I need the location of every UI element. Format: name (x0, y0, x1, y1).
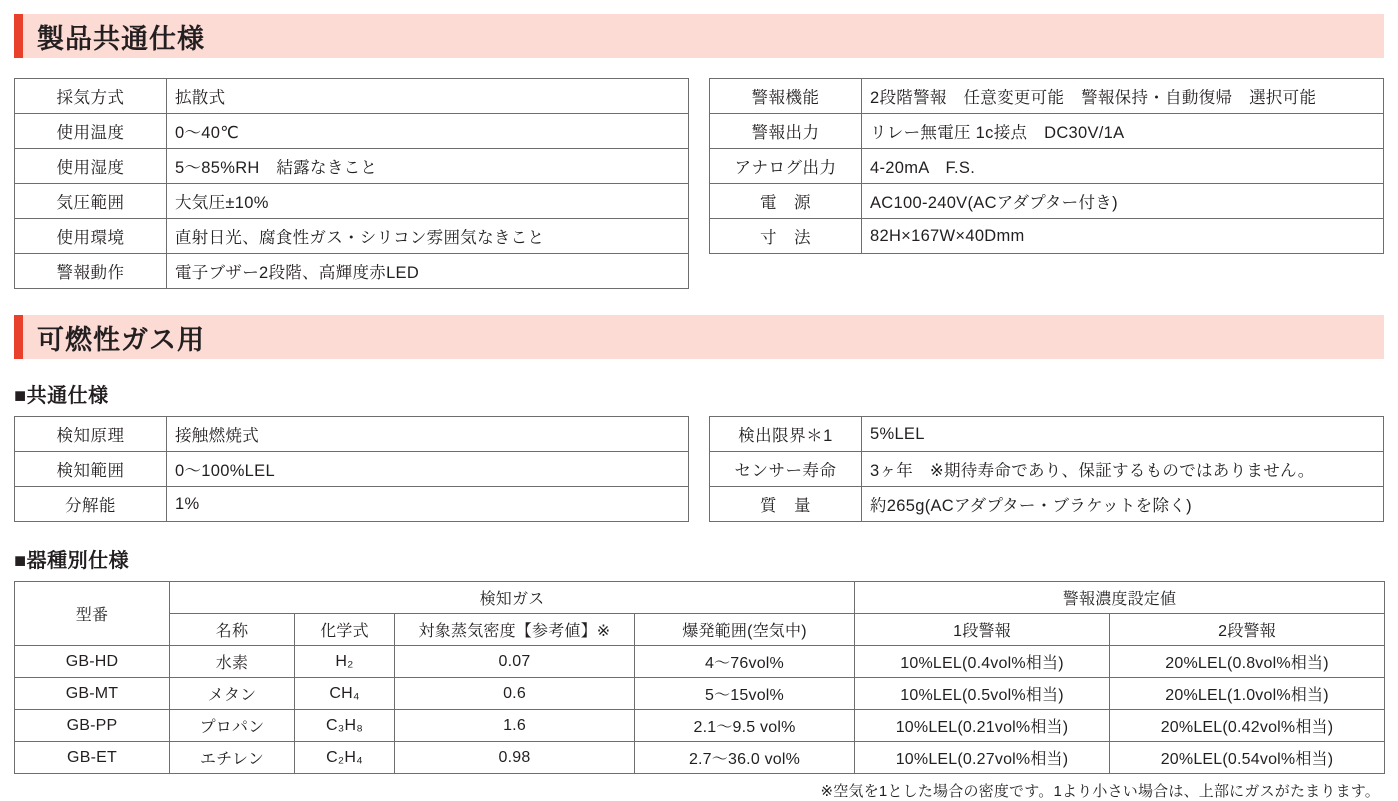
footnote-density: ※空気を1とした場合の密度です。1より小さい場合は、上部にガスがたまります。 (820, 783, 1380, 800)
header-alarm-group: 警報濃度設定値 (855, 582, 1385, 614)
header-density: 対象蒸気密度【参考値】※ (395, 614, 635, 646)
cell-model: GB-PP (15, 710, 170, 742)
row-value: 2段階警報 任意変更可能 警報保持・自動復帰 選択可能 (862, 79, 1384, 114)
cell-model: GB-MT (15, 678, 170, 710)
header-formula: 化学式 (295, 614, 395, 646)
row-value: 4-20mA F.S. (862, 149, 1384, 184)
table-row (710, 487, 1384, 522)
common-spec-table-left (14, 78, 689, 289)
cell-range: 4〜76vol% (635, 646, 855, 678)
row-label: 採気方式 (15, 79, 167, 114)
row-value: リレー無電圧 1c接点 DC30V/1A (862, 114, 1384, 149)
row-value: 3ヶ年 ※期待寿命であり、保証するものではありません。 (862, 452, 1384, 487)
row-label: 使用環境 (15, 219, 167, 254)
table-row (15, 184, 689, 219)
row-label: 警報動作 (15, 254, 167, 289)
common-spec-left-col (14, 78, 689, 289)
table-row (710, 149, 1384, 184)
cell-alarm2: 20%LEL(0.8vol%相当) (1110, 646, 1385, 678)
cell-alarm2: 20%LEL(1.0vol%相当) (1110, 678, 1385, 710)
row-value: 約265g(ACアダプター・ブラケットを除く) (862, 487, 1384, 522)
table-row (710, 452, 1384, 487)
table-row (15, 149, 689, 184)
row-label: 分解能 (15, 487, 167, 522)
table-row (15, 254, 689, 289)
table-row (15, 452, 689, 487)
row-value: 電子ブザー2段階、高輝度赤LED (167, 254, 689, 289)
table-header-group-row (15, 582, 1385, 614)
table-header-sub-row (15, 614, 1385, 646)
cell-alarm1: 10%LEL(0.5vol%相当) (855, 678, 1110, 710)
cell-model: GB-HD (15, 646, 170, 678)
cell-formula: C₃H₈ (295, 710, 395, 742)
row-value: 接触燃焼式 (167, 417, 689, 452)
accent-bar (14, 14, 23, 58)
flammable-spec-table-right (709, 416, 1384, 522)
flammable-spec-right-col (709, 416, 1384, 522)
table-row (710, 417, 1384, 452)
section-header-flammable (14, 315, 1384, 359)
table-row (710, 184, 1384, 219)
header-gas-group: 検知ガス (170, 582, 855, 614)
cell-alarm2: 20%LEL(0.54vol%相当) (1110, 742, 1385, 774)
row-label: 使用湿度 (15, 149, 167, 184)
row-label: 検知原理 (15, 417, 167, 452)
row-label: 検知範囲 (15, 452, 167, 487)
cell-range: 5〜15vol% (635, 678, 855, 710)
row-value: 1% (167, 487, 689, 522)
cell-formula: CH₄ (295, 678, 395, 710)
row-label: 質 量 (710, 487, 862, 522)
table-row (15, 710, 1385, 742)
row-value: 82H×167W×40Dmm (862, 219, 1384, 254)
cell-formula: H₂ (295, 646, 395, 678)
flammable-spec-row (14, 416, 1384, 522)
row-value: 0〜100%LEL (167, 452, 689, 487)
section-title-common: 製品共通仕様 (37, 23, 205, 54)
model-spec-table (14, 581, 1385, 774)
row-value: AC100-240V(ACアダプター付き) (862, 184, 1384, 219)
row-label: アナログ出力 (710, 149, 862, 184)
subheading-common-spec: ■共通仕様 (14, 385, 109, 407)
row-value: 大気圧±10% (167, 184, 689, 219)
table-row (15, 114, 689, 149)
header-name: 名称 (170, 614, 295, 646)
flammable-spec-table-left (14, 416, 689, 522)
common-spec-row (14, 78, 1384, 289)
cell-density: 0.6 (395, 678, 635, 710)
common-spec-right-col (709, 78, 1384, 289)
cell-name: 水素 (170, 646, 295, 678)
row-value: 拡散式 (167, 79, 689, 114)
cell-alarm2: 20%LEL(0.42vol%相当) (1110, 710, 1385, 742)
row-value: 5〜85%RH 結露なきこと (167, 149, 689, 184)
row-label: 使用温度 (15, 114, 167, 149)
row-label: 警報機能 (710, 79, 862, 114)
section-header-common (14, 14, 1384, 58)
cell-model: GB-ET (15, 742, 170, 774)
table-row (15, 678, 1385, 710)
cell-density: 1.6 (395, 710, 635, 742)
accent-bar (14, 315, 23, 359)
flammable-spec-left-col (14, 416, 689, 522)
header-range: 爆発範囲(空気中) (635, 614, 855, 646)
header-alarm2: 2段警報 (1110, 614, 1385, 646)
cell-name: メタン (170, 678, 295, 710)
table-row (710, 114, 1384, 149)
row-value: 5%LEL (862, 417, 1384, 452)
common-spec-table-right (709, 78, 1384, 254)
row-label: 気圧範囲 (15, 184, 167, 219)
cell-alarm1: 10%LEL(0.4vol%相当) (855, 646, 1110, 678)
header-alarm1: 1段警報 (855, 614, 1110, 646)
table-row (15, 219, 689, 254)
table-row (15, 487, 689, 522)
row-label: センサー寿命 (710, 452, 862, 487)
table-row (15, 417, 689, 452)
cell-alarm1: 10%LEL(0.27vol%相当) (855, 742, 1110, 774)
row-value: 直射日光、腐食性ガス・シリコン雰囲気なきこと (167, 219, 689, 254)
subheading-model-spec: ■器種別仕様 (14, 550, 130, 572)
table-row (15, 646, 1385, 678)
cell-name: エチレン (170, 742, 295, 774)
row-label: 警報出力 (710, 114, 862, 149)
cell-name: プロパン (170, 710, 295, 742)
table-row (710, 219, 1384, 254)
table-row (15, 79, 689, 114)
cell-density: 0.98 (395, 742, 635, 774)
row-label: 寸 法 (710, 219, 862, 254)
cell-density: 0.07 (395, 646, 635, 678)
cell-range: 2.7〜36.0 vol% (635, 742, 855, 774)
table-row (710, 79, 1384, 114)
cell-range: 2.1〜9.5 vol% (635, 710, 855, 742)
section-title-flammable: 可燃性ガス用 (37, 324, 205, 355)
row-value: 0〜40℃ (167, 114, 689, 149)
cell-alarm1: 10%LEL(0.21vol%相当) (855, 710, 1110, 742)
cell-formula: C₂H₄ (295, 742, 395, 774)
table-row (15, 742, 1385, 774)
header-model: 型番 (15, 582, 170, 646)
row-label: 検出限界＊1 (710, 417, 862, 452)
row-label: 電 源 (710, 184, 862, 219)
